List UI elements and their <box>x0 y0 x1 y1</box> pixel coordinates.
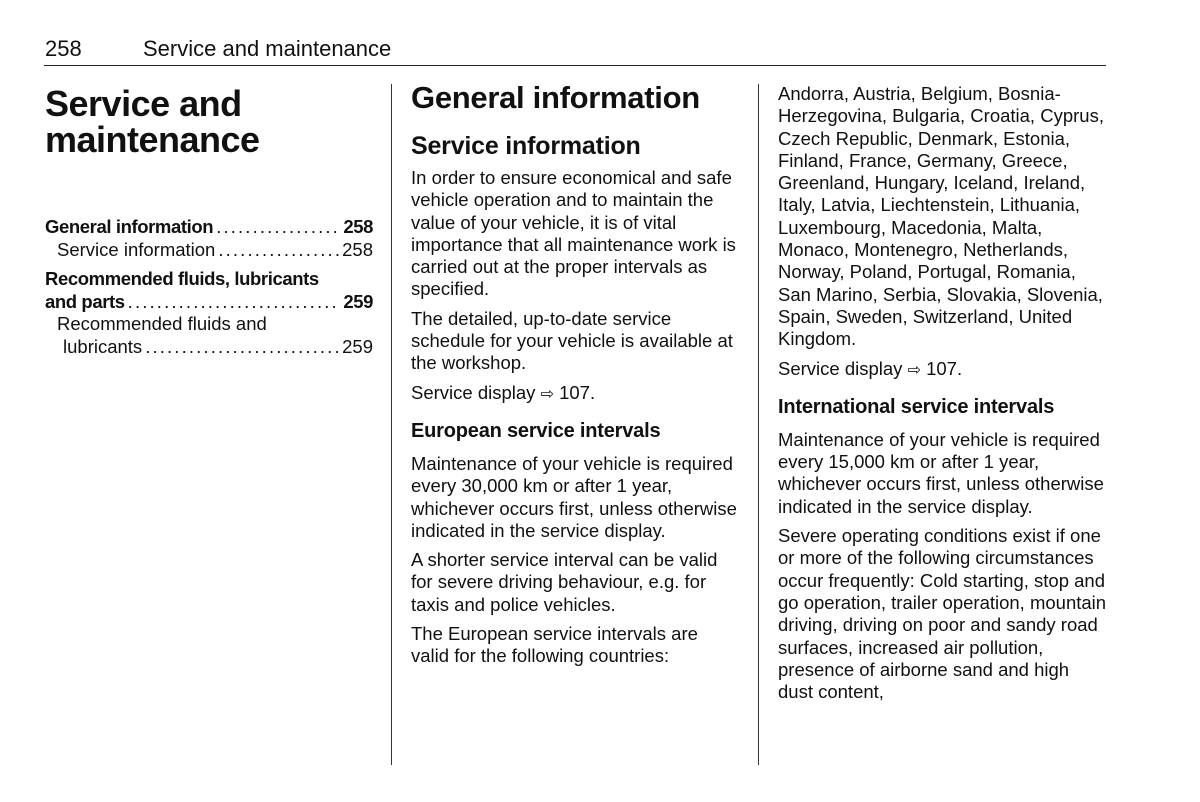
toc-page: 258 <box>342 238 373 260</box>
header-divider <box>44 65 1106 66</box>
toc-page: 259 <box>342 335 373 357</box>
running-header-chapter: Service and maintenance <box>143 36 392 61</box>
paragraph: In order to ensure economical and safe vehicle operation and to maintain the value of your vehicle, it is of vital importance that all maintenance work is carried out at the proper intervals as specified. <box>411 167 736 300</box>
country-list: Andorra, Austria, Belgium, Bosnia-Herzegovina, Bulgaria, Croatia, Cyprus, Czech Republic, Denmark, Estonia, Finland, France, Germany, Greece, Greenland, Hungary, Iceland, Ireland, Italy, Latvia, Liechtenstein, Lithuania, Luxembourg, Macedonia, Malta, Monaco, Montenegro, Netherlands, Norway, Poland, Portugal, Romania, San Marino, Serbia, Slovakia, Slovenia, Spain, Sweden, Switzerland, United Kingdom. <box>778 83 1104 350</box>
chapter-column <box>45 80 373 358</box>
cross-reference-page: 107. <box>926 357 963 379</box>
cross-reference[interactable] <box>778 358 1108 382</box>
toc-label-line2: and parts <box>45 290 125 312</box>
toc-page: 258 <box>343 216 373 237</box>
column-divider-right <box>758 84 759 765</box>
paragraph: The European service intervals are valid for the following countries: <box>411 623 698 667</box>
paragraph: Maintenance of your vehicle is required every 30,000 km or after 1 year, whichever occurs first, unless otherwise indicated in the service display. <box>411 452 737 541</box>
toc-entry-recommended-fluids-lubricants[interactable] <box>45 313 373 358</box>
middle-column <box>411 80 741 675</box>
section-title-general-information: General information <box>411 80 700 115</box>
toc-entry-recommended-fluids-parts[interactable] <box>45 268 373 313</box>
paragraph: Severe operating conditions exist if one or more of the following circumstances occur frequently: Cold starting, stop and go operation, trailer operation, mountain driving, driving on poor and sandy road surfaces, increased air pollution, presence of airborne sand and high dust content, <box>778 525 1107 703</box>
page-reference-arrow-icon: ⇨ <box>907 361 921 379</box>
cross-reference[interactable] <box>411 382 741 406</box>
toc-leader-dots <box>145 336 339 359</box>
running-header <box>45 36 391 62</box>
subsection-title-service-information: Service information <box>411 132 641 160</box>
toc-label-line1: Recommended fluids and <box>57 313 267 334</box>
cross-reference-label: Service display <box>411 381 536 403</box>
toc-leader-dots <box>128 291 341 314</box>
chapter-title <box>45 83 373 160</box>
cross-reference-page: 107. <box>559 381 596 403</box>
toc-label-line2: lubricants <box>63 335 143 357</box>
toc-page: 259 <box>343 290 373 312</box>
paragraph: The detailed, up-to-date service schedule for your vehicle is available at the workshop. <box>411 307 733 374</box>
toc-label: General information <box>45 216 214 237</box>
toc-leader-dots <box>218 239 339 262</box>
chapter-title-line2: maintenance <box>45 119 260 160</box>
heading-european-service-intervals: European service intervals <box>411 419 661 442</box>
chapter-title-line1: Service and <box>45 83 242 124</box>
toc-entry-general-information[interactable] <box>45 216 373 239</box>
toc-entry-service-information[interactable] <box>45 239 373 262</box>
page-number: 258 <box>45 36 82 61</box>
heading-international-service-intervals: International service intervals <box>778 395 1055 418</box>
page-reference-arrow-icon: ⇨ <box>540 385 554 403</box>
paragraph: Maintenance of your vehicle is required every 15,000 km or after 1 year, whichever occurs first, unless otherwise indicated in the service display. <box>778 428 1104 517</box>
chapter-toc <box>45 216 373 358</box>
toc-leader-dots <box>216 216 340 239</box>
toc-label: Service information <box>57 238 216 260</box>
right-column <box>778 80 1108 710</box>
column-divider-left <box>391 84 392 765</box>
toc-label-line1: Recommended fluids, lubricants <box>45 268 319 289</box>
cross-reference-label: Service display <box>778 357 903 379</box>
paragraph: A shorter service interval can be valid for severe driving behaviour, e.g. for taxis and police vehicles. <box>411 549 718 615</box>
